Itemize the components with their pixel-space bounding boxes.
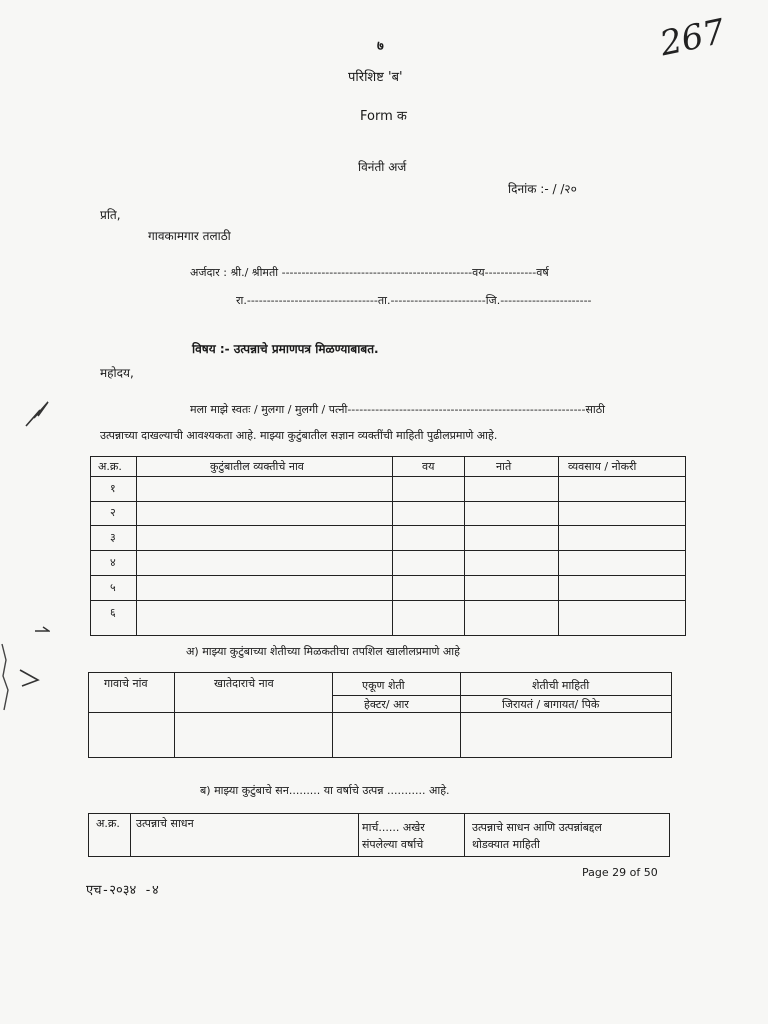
scan-blemish-mark [0, 640, 40, 720]
income-col-details-line2: थोडक्यात माहिती [472, 838, 540, 851]
income-col-serial: अ.क्र. [96, 817, 120, 830]
date-line: दिनांक :- / /२० [508, 182, 577, 196]
income-col-details-line1: उत्पन्नाचे साधन आणि उत्पन्नांबद्दल [472, 821, 602, 834]
page-number-top: ७ [377, 39, 384, 54]
body-line-2: उत्पन्नाच्या दाखल्याची आवश्यकता आहे. माझ्या कुटुंबातील सज्ञान व्यक्तींची माहिती पुढीलप्रमाणे आहे. [100, 429, 498, 442]
form-label: Form क [360, 109, 407, 124]
family-col-age: वय [422, 460, 435, 473]
land-col-total-land: एकूण शेती [362, 679, 405, 692]
land-intro: अ) माझ्या कुटुंबाच्या शेतीच्या मिळकतीचा तपशिल खालीलप्रमाणे आहे [186, 645, 461, 658]
annex-title: परिशिष्ट 'ब' [348, 70, 403, 85]
applicant-address-line: रा.---------------------------------ता.------------------------जि.----------------------- [236, 294, 592, 307]
land-col-land-info: शेतीची माहिती [532, 679, 590, 692]
income-col-source: उत्पन्नाचे साधन [136, 817, 194, 830]
family-row-number: ४ [110, 556, 116, 569]
income-col-year-line1: मार्च...... अखेर [362, 821, 425, 834]
family-col-name: कुटुंबातील व्यक्तीचे नाव [210, 460, 304, 473]
family-col-relation: नाते [496, 460, 512, 473]
scan-blemish-mark [22, 392, 62, 432]
family-row-number: २ [110, 506, 116, 519]
page-footer: Page 29 of 50 [582, 866, 658, 879]
handwritten-page-number: 267 [656, 11, 729, 65]
land-sub-crop-type: जिरायतं / बागायत/ पिके [502, 698, 600, 711]
family-row-number: ६ [110, 606, 116, 619]
form-code: एच-२०३४ -४ [86, 883, 159, 898]
land-sub-hectare: हेक्टर/ आर [364, 698, 409, 711]
to-recipient: गावकामगार तलाठी [148, 229, 231, 243]
income-intro: ब) माझ्या कुटुंबाचे सन......... या वर्षाचे उत्पन्न ........... आहे. [200, 784, 450, 797]
land-col-account-holder: खातेदाराचे नाव [214, 677, 274, 690]
applicant-name-line: अर्जदार : श्री./ श्रीमती ------------------------------------------------वय-------------वर्ष [190, 266, 549, 279]
to-label: प्रति, [100, 208, 121, 222]
income-col-year-line2: संपलेल्या वर्षाचे [362, 838, 424, 851]
family-row-number: १ [110, 482, 116, 495]
family-col-serial: अ.क्र. [98, 460, 122, 473]
family-row-number: ३ [110, 531, 116, 544]
subject-line: विषय :- उत्पन्नाचे प्रमाणपत्र मिळण्याबाबत. [192, 342, 379, 356]
body-line-1: मला माझे स्वतः / मुलगा / मुलगी / पत्नी------------------------------------------------------------साठी [190, 403, 606, 416]
application-title: विनंती अर्ज [358, 160, 407, 174]
family-row-number: ५ [110, 581, 116, 594]
scan-blemish-mark [34, 625, 50, 637]
land-col-village: गावाचे नांव [104, 677, 148, 690]
family-col-occupation: व्यवसाय / नोकरी [568, 460, 637, 473]
salutation: महोदय, [100, 366, 134, 380]
